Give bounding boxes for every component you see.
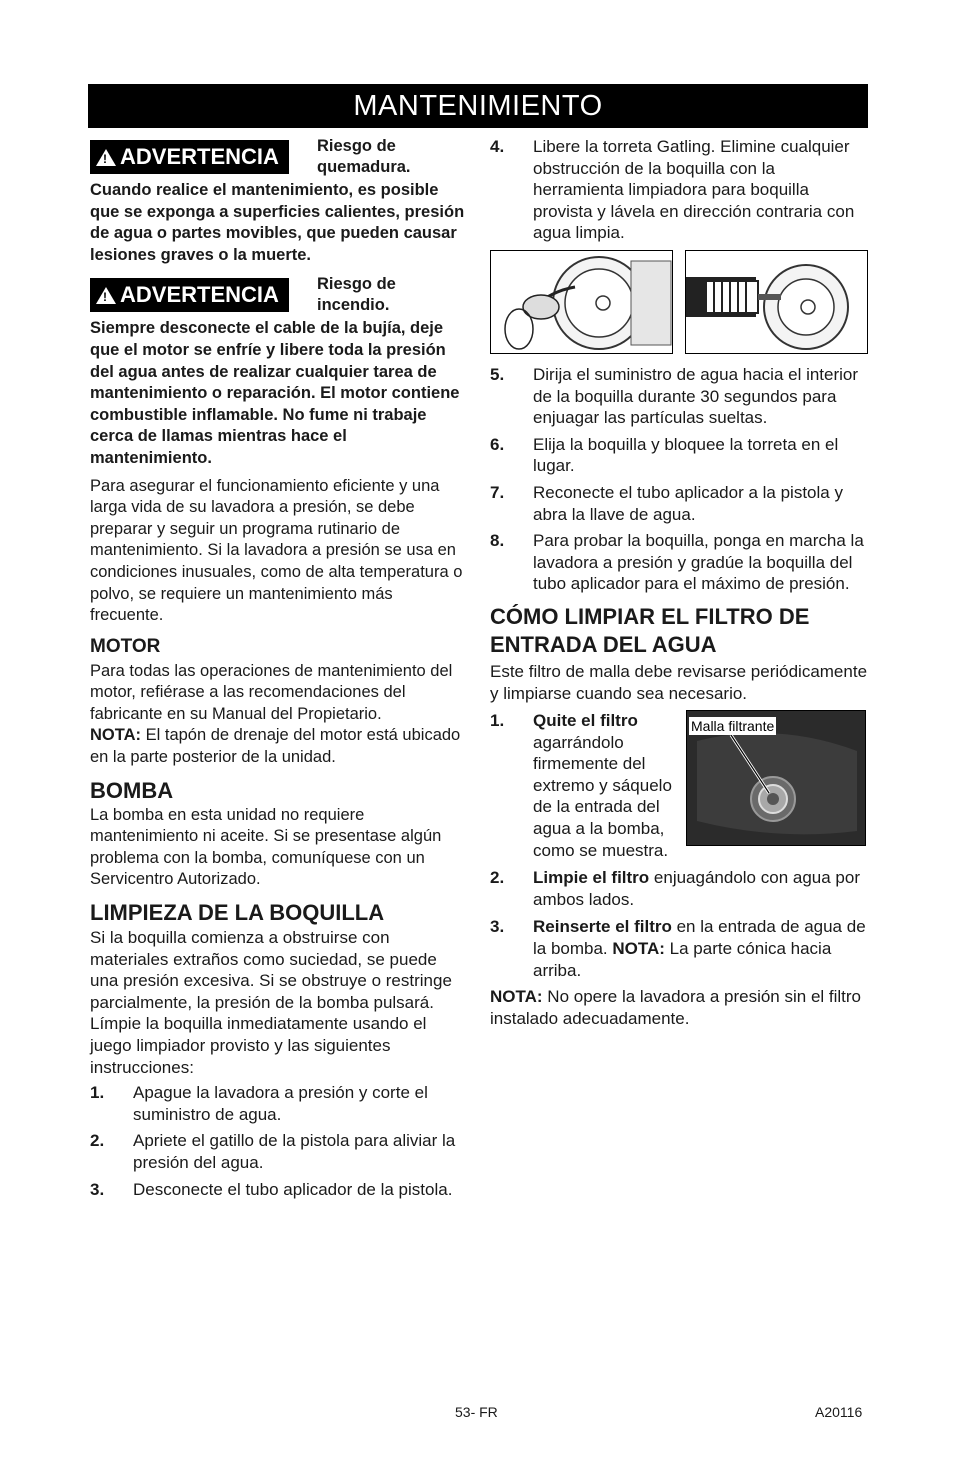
warning-triangle-icon: ! <box>96 287 116 304</box>
boquilla-heading: LIMPIEZA DE LA BOQUILLA <box>90 900 385 926</box>
list-item: 5. Dirija el suministro de agua hacia el interior de la boquilla durante 30 segundos para enjuagar las partículas sueltas. <box>490 364 859 428</box>
warning-badge: ! ADVERTENCIA <box>90 278 289 312</box>
filtro-steps-rest <box>490 867 868 981</box>
filtro-steps <box>490 710 680 861</box>
left-column <box>90 136 466 1200</box>
filter-photo <box>686 710 866 846</box>
nozzle-flush-illustration <box>686 251 868 354</box>
filtro-intro: Este filtro de malla debe revisarse periódicamente y limpiarse cuando sea necesario. <box>490 661 868 703</box>
list-item: 3. Reinserte el filtro en la entrada de agua de la bomba. NOTA: La parte cónica hacia arriba. <box>490 917 866 980</box>
list-item: 2. Apriete el gatillo de la pistola para aliviar la presión del agua. <box>90 1131 456 1172</box>
filter-photo-label: Malla filtrante <box>691 718 775 735</box>
warning-burn <box>90 136 466 176</box>
list-item: 7. Reconecte el tubo aplicador a la pistola y abra la llave de agua. <box>490 482 843 524</box>
warning-badge: ! ADVERTENCIA <box>90 140 289 174</box>
list-item: 1. Apague la lavadora a presión y corte el suministro de agua. <box>90 1083 428 1124</box>
document-code: A20116 <box>815 1404 863 1420</box>
warning-text: Siempre desconecte el cable de la bujía, deje que el motor se enfríe y libere toda la presión del agua antes de realizar cualquier tarea de mantenimiento o reparación. El motor contiene combustible inflamable. No fume ni trabaje cerca de llamas mientras hace el mantenimiento. <box>90 319 460 467</box>
warning-risk: Riesgo de incendio. <box>317 275 396 315</box>
boquilla-steps-right <box>490 364 868 595</box>
boquilla-steps-left <box>90 1082 466 1200</box>
warning-text: Cuando realice el mantenimiento, es posible que se exponga a superficies calientes, presión de agua o partes movibles, que pueden causar lesiones graves o la muerte. <box>90 181 465 264</box>
filtro-heading: CÓMO LIMPIAR EL FILTRO DE ENTRADA DEL AGUA <box>490 603 810 657</box>
list-item: 3. Desconecte el tubo aplicador de la pistola. <box>90 1179 453 1199</box>
boquilla-paragraph: Si la boquilla comienza a obstruirse con materiales extraños como suciedad, se puede una presión excesiva. Si se obstruye o restringe parcialmente, la presión de la bomba pulsará. Límpie la boquilla inmediatamente usando el juego limpiador provisto y las siguientes instrucciones: <box>90 928 452 1077</box>
list-item: 2. Limpie el filtro enjuagándolo con agua por ambos lados. <box>490 868 860 909</box>
nozzle-tool-illustration <box>491 251 673 354</box>
bomba-paragraph: La bomba en esta unidad no requiere mantenimiento ni aceite. Si se presentase algún problema con la bomba, comuníquese con un Servicentro Autorizado. <box>90 805 442 889</box>
nozzle-flush-photo <box>685 250 868 354</box>
list-item: 1. Quite el filtro agarrándolo firmemente del extremo y sáquelo de la entrada del agua a la bomba, como se muestra. <box>490 711 672 860</box>
nozzle-photos <box>490 250 868 354</box>
right-column <box>490 136 868 1029</box>
intro-paragraph: Para asegurar el funcionamiento eficiente y una larga vida de su lavadora a presión, se debe preparar y seguir un programa rutinario de mantenimiento. Si la lavadora a presión se usa en condiciones inusuales, como de alta temperatura o polvo, se requiere un mantenimiento más frecuente. <box>90 476 463 625</box>
motor-paragraph: Para todas las operaciones de mantenimiento del motor, refiérase a las recomendaciones del fabricante en su Manual del Propietario. NOTA: El tapón de drenaje del motor está ubicado en la parte posterior de la unidad. <box>90 661 461 767</box>
nozzle-cleaning-tool-photo <box>490 250 673 354</box>
page-number: 53- FR <box>455 1404 498 1420</box>
list-item: 6. Elija la boquilla y bloquee la torreta en el lugar. <box>490 434 839 476</box>
warning-triangle-icon: ! <box>96 149 116 166</box>
bomba-heading: BOMBA <box>90 777 174 803</box>
warning-risk: Riesgo de quemadura. <box>317 137 411 176</box>
filtro-step1-block <box>490 710 868 861</box>
warning-fire <box>90 274 466 314</box>
page-title: MANTENIMIENTO <box>88 84 868 128</box>
list-item: 4. Libere la torreta Gatling. Elimine cualquier obstrucción de la boquilla con la herramienta limpiadora para boquilla provista y lávela en dirección contraria con agua limpia. <box>490 137 855 243</box>
boquilla-step-4 <box>490 136 868 244</box>
list-item: 8. Para probar la boquilla, ponga en marcha la lavadora a presión y gradúe la boquilla del tubo aplicador para el máximo de presión. <box>490 531 864 594</box>
filtro-final-note: NOTA: No opere la lavadora a presión sin el filtro instalado adecuadamente. <box>490 987 862 1028</box>
motor-heading: MOTOR <box>90 635 161 657</box>
